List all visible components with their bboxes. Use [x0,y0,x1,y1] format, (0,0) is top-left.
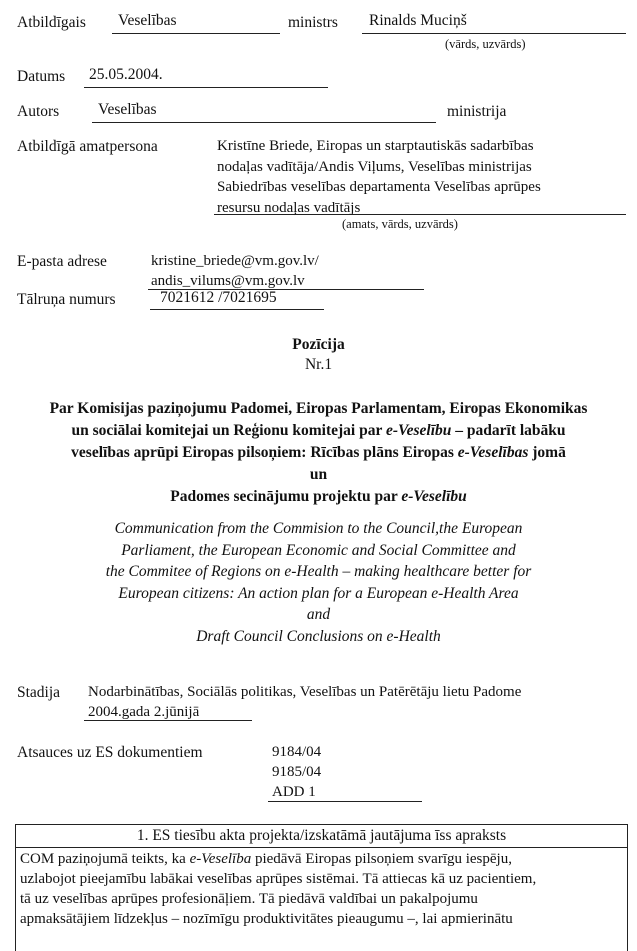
name-hint: (vārds, uzvārds) [445,37,526,51]
lv-title [0,398,637,508]
phone-label: Tālruņa numurs [17,291,116,308]
official-line: nodaļas vadītāja/Andis Viļums, Veselības ministrijas [217,158,532,175]
responsible-label: Atbildīgais [17,14,86,31]
minister-underline [362,33,626,34]
reference-item: ADD 1 [272,784,316,800]
official-line: Sabiedrības veselības departamenta Veselības aprūpes [217,179,541,195]
stage-line-1: Nodarbinātības, Sociālās politikas, Veselības un Patērētāju lietu Padome [88,684,522,700]
date-underline [84,87,328,88]
phone-value: 7021612 /7021695 [160,289,277,306]
responsible-underline [112,33,280,34]
section-1-heading: 1. ES tiesību akta projekta/izskatāmā jautājuma īss apraksts [16,825,627,848]
lv-title-text: – padarīt labāku [451,422,566,439]
stage-underline [84,720,252,721]
stage-label: Stadija [17,684,61,701]
en-title-line: Communication from the Commision to the Council,the European [114,520,523,537]
lv-title-line-3 [0,442,637,464]
position-number: Nr.1 [304,356,333,373]
official-value [217,136,541,218]
en-title-line: and [306,606,331,623]
lv-title-text: Padomes secinājumu projektu par [170,488,402,505]
lv-title-emphasis: e-Veselību [385,422,452,439]
lv-title-emphasis: e-Veselību [401,488,467,505]
en-title [0,518,637,647]
official-line: resursu nodaļas vadītājs [217,199,361,216]
references-list [272,742,321,802]
stage-value [88,682,521,722]
official-hint: (amats, vārds, uzvārds) [342,217,458,231]
email-label: E-pasta adrese [17,253,107,270]
section-1-text: piedāvā Eiropas pilsoņiem svarīgu iespēju, [251,851,512,867]
author-underline [92,122,436,123]
en-title-line: Draft Council Conclusions on e-Health [196,627,441,645]
lv-title-text: veselības aprūpi Eiropas pilsoņiem: Rīcības plāns Eiropas [71,444,458,461]
minister-label: ministrs [288,14,338,31]
en-title-line: Parliament, the European Economic and Social Committee and [121,541,516,559]
official-label: Atbildīgā amatpersona [17,138,158,155]
lv-title-line-1: Par Komisijas paziņojumu Padomei, Eiropas Parlamentam, Eiropas Ekonomikas [49,400,588,417]
section-1-body [20,849,624,929]
reference-item: 9184/04 [272,744,322,760]
reference-item: 9185/04 [272,764,322,780]
section-1-emphasis: e-Veselība [189,851,252,867]
section-1-box [15,824,628,951]
email-line-2: andis_vilums@vm.gov.lv [151,273,305,289]
section-1-text: COM paziņojumā teikts, ka [20,851,190,867]
official-line: Kristīne Briede, Eiropas un starptautiskās sadarbības [217,138,534,154]
lv-title-line-5 [0,486,637,508]
position-title: Pozīcija [292,336,345,353]
email-value [151,251,319,291]
section-1-line: apmaksātājiem līdzekļus – nozīmīgu produktivitātes pieaugumu –, lai apmierinātu [20,911,513,927]
author-label: Autors [17,103,60,120]
section-1-line: tā uz veselības aprūpes profesionāļiem. Tā piedāvā valdībai un pakalpojumu [20,891,478,907]
minister-name: Rinalds Muciņš [369,12,467,29]
stage-line-2: 2004.gada 2.jūnijā [88,704,200,720]
date-label: Datums [17,68,66,85]
references-underline [268,801,422,802]
date-value: 25.05.2004. [89,66,163,83]
lv-title-text: jomā [528,444,566,461]
section-1-line: uzlabojot pieejamību labākai veselības aprūpes sistēmai. Tā attiecas kā uz pacientiem, [20,871,537,887]
responsible-value: Veselības [118,12,177,29]
lv-title-line-4: un [309,466,328,483]
lv-title-text: un sociālai komitejai un Reģionu komitejai par [71,422,386,439]
ministry-label: ministrija [447,103,507,120]
email-line-1: kristine_briede@vm.gov.lv/ [151,253,319,269]
author-value: Veselības [98,101,157,118]
en-title-line: European citizens: An action plan for a European e-Health Area [118,584,519,602]
phone-underline [150,309,324,310]
references-label: Atsauces uz ES dokumentiem [17,744,203,761]
lv-title-emphasis: e-Veselības [457,444,529,461]
en-title-line: the Commitee of Regions on e-Health – making healthcare better for [105,563,532,580]
section-1-line [20,849,624,869]
official-underline [214,214,626,215]
lv-title-line-2 [0,420,637,442]
